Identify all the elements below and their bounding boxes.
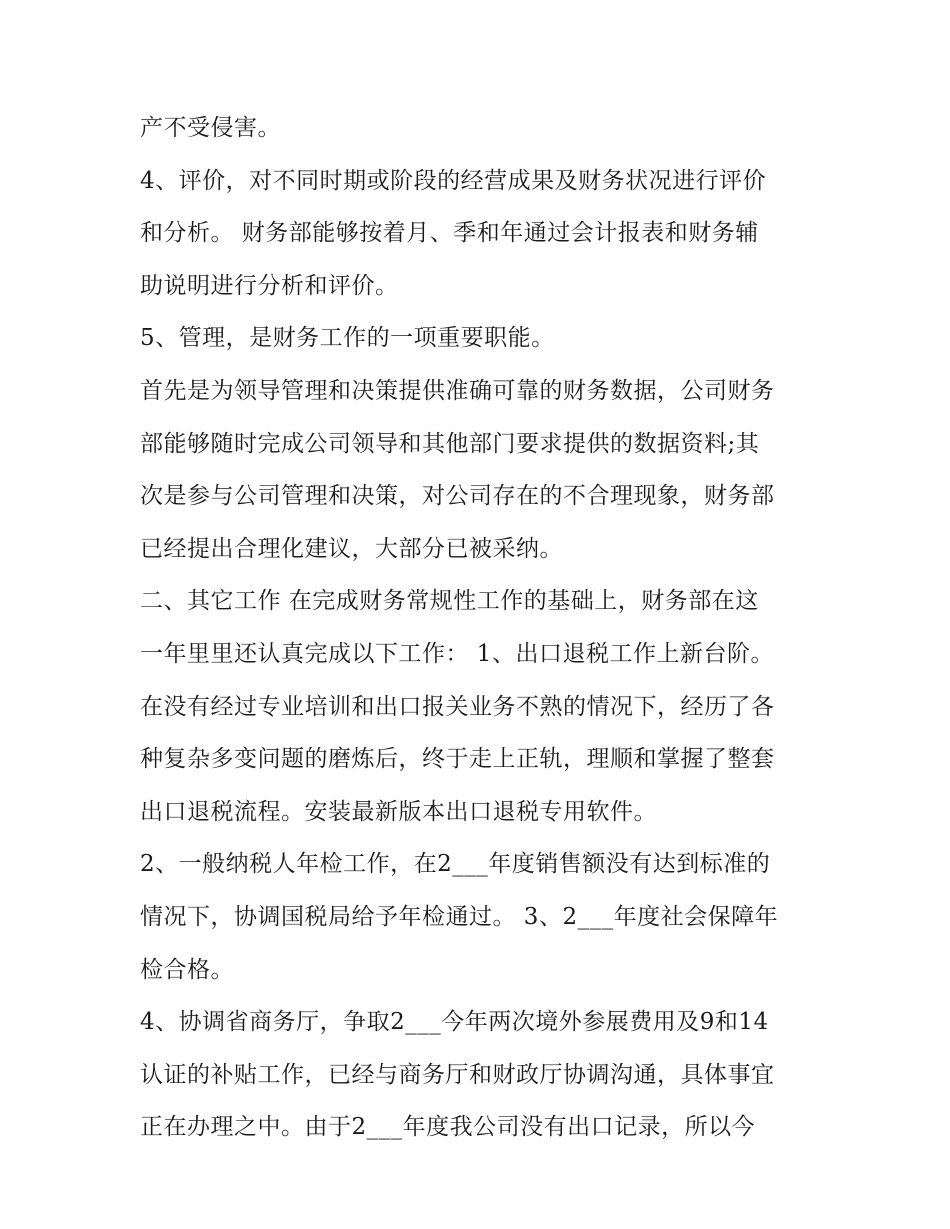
text-line: 检合格。 bbox=[140, 956, 234, 983]
text-line: 出口退税流程。安装最新版本出口退税专用软件。 bbox=[140, 798, 657, 825]
text-line: 和分析。 财务部能够按着月、季和年通过会计报表和财务辅 bbox=[140, 220, 759, 247]
text-line: 2、一般纳税人年检工作，在2___年度销售额没有达到标准的 bbox=[140, 851, 771, 878]
text-line: 部能够随时完成公司领导和其他部门要求提供的数据资料;其 bbox=[140, 430, 760, 457]
text-line: 二、其它工作 在完成财务常规性工作的基础上，财务部在这 bbox=[140, 588, 759, 615]
text-line: 首先是为领导管理和决策提供准确可靠的财务数据，公司财务 bbox=[140, 377, 775, 404]
text-line: 种复杂多变问题的磨炼后，终于走上正轨，理顺和掌握了整套 bbox=[140, 746, 775, 773]
text-line: 产不受侵害。 bbox=[140, 115, 281, 141]
text-line: 助说明进行分析和评价。 bbox=[140, 272, 399, 299]
text-line: 情况下，协调国税局给予年检通过。 3、2___年度社会保障年 bbox=[140, 903, 779, 930]
text-line: 4、协调省商务厅，争取2___今年两次境外参展费用及9和14 bbox=[140, 1009, 769, 1036]
text-line: 在没有经过专业培训和出口报关业务不熟的情况下，经历了各 bbox=[140, 693, 775, 720]
text-line: 一年里里还认真完成以下工作： 1、出口退税工作上新台阶。 bbox=[140, 640, 774, 667]
text-line: 正在办理之中。由于2___年度我公司没有出口记录，所以今 bbox=[140, 1114, 756, 1141]
document-body bbox=[140, 108, 820, 1160]
text-line: 认证的补贴工作，已经与商务厅和财政厅协调沟通，具体事宜 bbox=[140, 1061, 775, 1088]
text-line: 4、评价，对不同时期或阶段的经营成果及财务状况进行评价 bbox=[140, 167, 767, 194]
text-line: 已经提出合理化建议，大部分已被采纳。 bbox=[140, 535, 563, 562]
text-line: 5、管理，是财务工作的一项重要职能。 bbox=[140, 325, 555, 352]
text-line: 次是参与公司管理和决策，对公司存在的不合理现象，财务部 bbox=[140, 483, 775, 510]
